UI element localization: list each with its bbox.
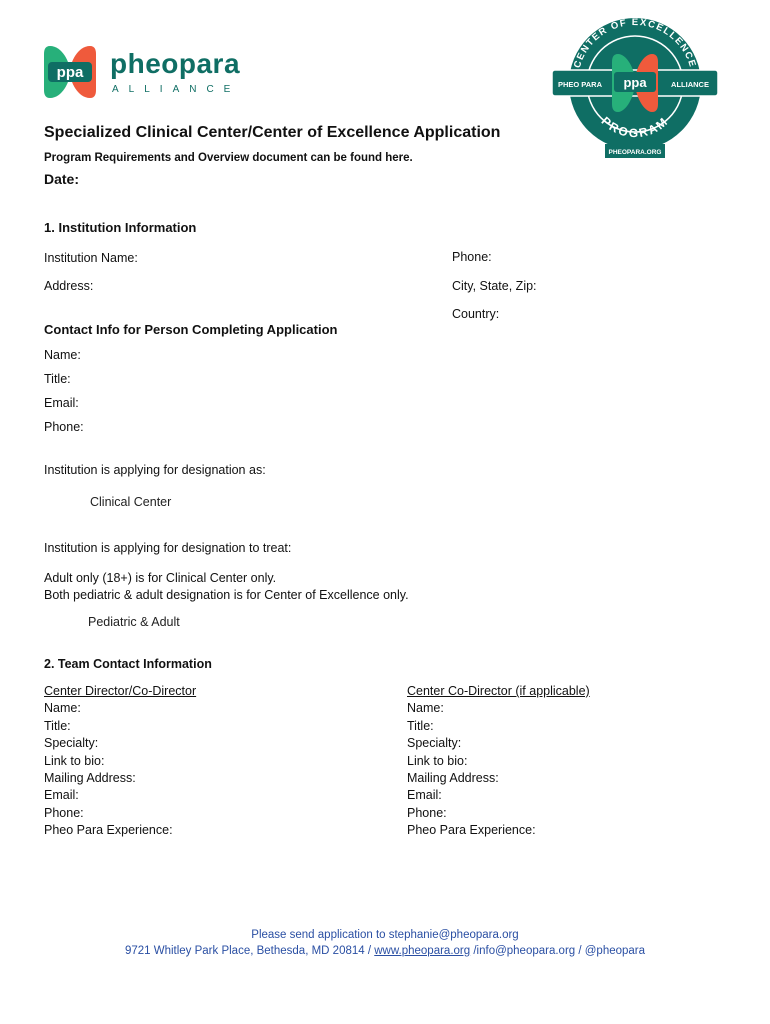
footer-address: 9721 Whitley Park Place, Bethesda, MD 20814 / bbox=[124, 945, 375, 957]
coe-badge bbox=[550, 12, 720, 162]
co-director-field: Name: bbox=[407, 701, 444, 716]
country-label: Country: bbox=[452, 307, 500, 321]
director-field: Specialty: bbox=[44, 736, 99, 751]
treat-note-2: Both pediatric & adult designation is for Center of Excellence only. bbox=[44, 588, 409, 602]
contact-phone-label: Phone: bbox=[44, 420, 84, 434]
footer-contacts: /info@pheopara.org / @pheopara bbox=[470, 945, 646, 957]
institution-name-label: Institution Name: bbox=[44, 251, 138, 265]
badge-bottom: PHEOPARA.ORG bbox=[608, 149, 662, 156]
director-field: Pheo Para Experience: bbox=[44, 823, 173, 838]
treat-label: Institution is applying for designation to treat: bbox=[44, 541, 292, 555]
section1-heading: 1. Institution Information bbox=[44, 220, 197, 235]
co-director-title: Center Co-Director (if applicable) bbox=[407, 684, 590, 698]
brand-sub: ALLIANCE bbox=[112, 84, 241, 95]
city-state-zip-label: City, State, Zip: bbox=[452, 279, 537, 293]
badge-right: ALLIANCE bbox=[671, 80, 709, 89]
contact-heading: Contact Info for Person Completing Application bbox=[44, 322, 338, 337]
badge-arc-top: CENTER OF EXCELLENCE bbox=[571, 16, 699, 70]
treat-select[interactable]: Pediatric & Adult bbox=[88, 615, 180, 629]
section2-heading: 2. Team Contact Information bbox=[44, 657, 212, 671]
director-title: Center Director/Co-Director bbox=[44, 684, 197, 698]
designation-label: Institution is applying for designation as: bbox=[44, 463, 266, 477]
logo-mark-icon bbox=[44, 44, 96, 100]
address-label: Address: bbox=[44, 279, 94, 293]
footer-website-link[interactable]: www.pheopara.org bbox=[374, 945, 471, 957]
director-field: Mailing Address: bbox=[44, 771, 136, 786]
contact-email-label: Email: bbox=[44, 396, 79, 410]
director-column bbox=[44, 683, 196, 840]
badge-seal-icon bbox=[550, 12, 720, 162]
footer-line-1: Please send application to stephanie@pheopara.org bbox=[251, 929, 519, 941]
co-director-field: Title: bbox=[407, 718, 434, 733]
co-director-field: Specialty: bbox=[407, 736, 462, 751]
phone-label: Phone: bbox=[452, 250, 492, 264]
co-director-field: Email: bbox=[407, 788, 442, 803]
director-field: Phone: bbox=[44, 805, 84, 820]
co-director-field: Pheo Para Experience: bbox=[407, 823, 536, 838]
logo-mark-text: ppa bbox=[56, 64, 84, 81]
director-field: Name: bbox=[44, 701, 81, 716]
director-field: Email: bbox=[44, 788, 79, 803]
co-director-column bbox=[407, 683, 590, 840]
co-director-field: Mailing Address: bbox=[407, 771, 499, 786]
brand-logo bbox=[44, 44, 274, 102]
badge-left: PHEO PARA bbox=[557, 80, 603, 89]
contact-name-label: Name: bbox=[44, 348, 81, 362]
date-label: Date: bbox=[44, 171, 80, 187]
badge-arc-bottom: PROGRAM bbox=[598, 113, 672, 141]
brand-name: pheopara bbox=[110, 48, 241, 79]
badge-center: ppa bbox=[623, 75, 647, 90]
co-director-field: Phone: bbox=[407, 805, 447, 820]
treat-note-1: Adult only (18+) is for Clinical Center only. bbox=[44, 571, 277, 585]
designation-select[interactable]: Clinical Center bbox=[90, 495, 172, 509]
director-field: Title: bbox=[44, 718, 71, 733]
co-director-field: Link to bio: bbox=[407, 753, 468, 768]
footer-line-2 bbox=[0, 945, 770, 957]
director-field: Link to bio: bbox=[44, 753, 105, 768]
page-title: Specialized Clinical Center/Center of Excellence Application bbox=[44, 124, 501, 141]
page-subtitle[interactable]: Program Requirements and Overview document can be found here. bbox=[44, 152, 413, 164]
contact-title-label: Title: bbox=[44, 372, 71, 386]
